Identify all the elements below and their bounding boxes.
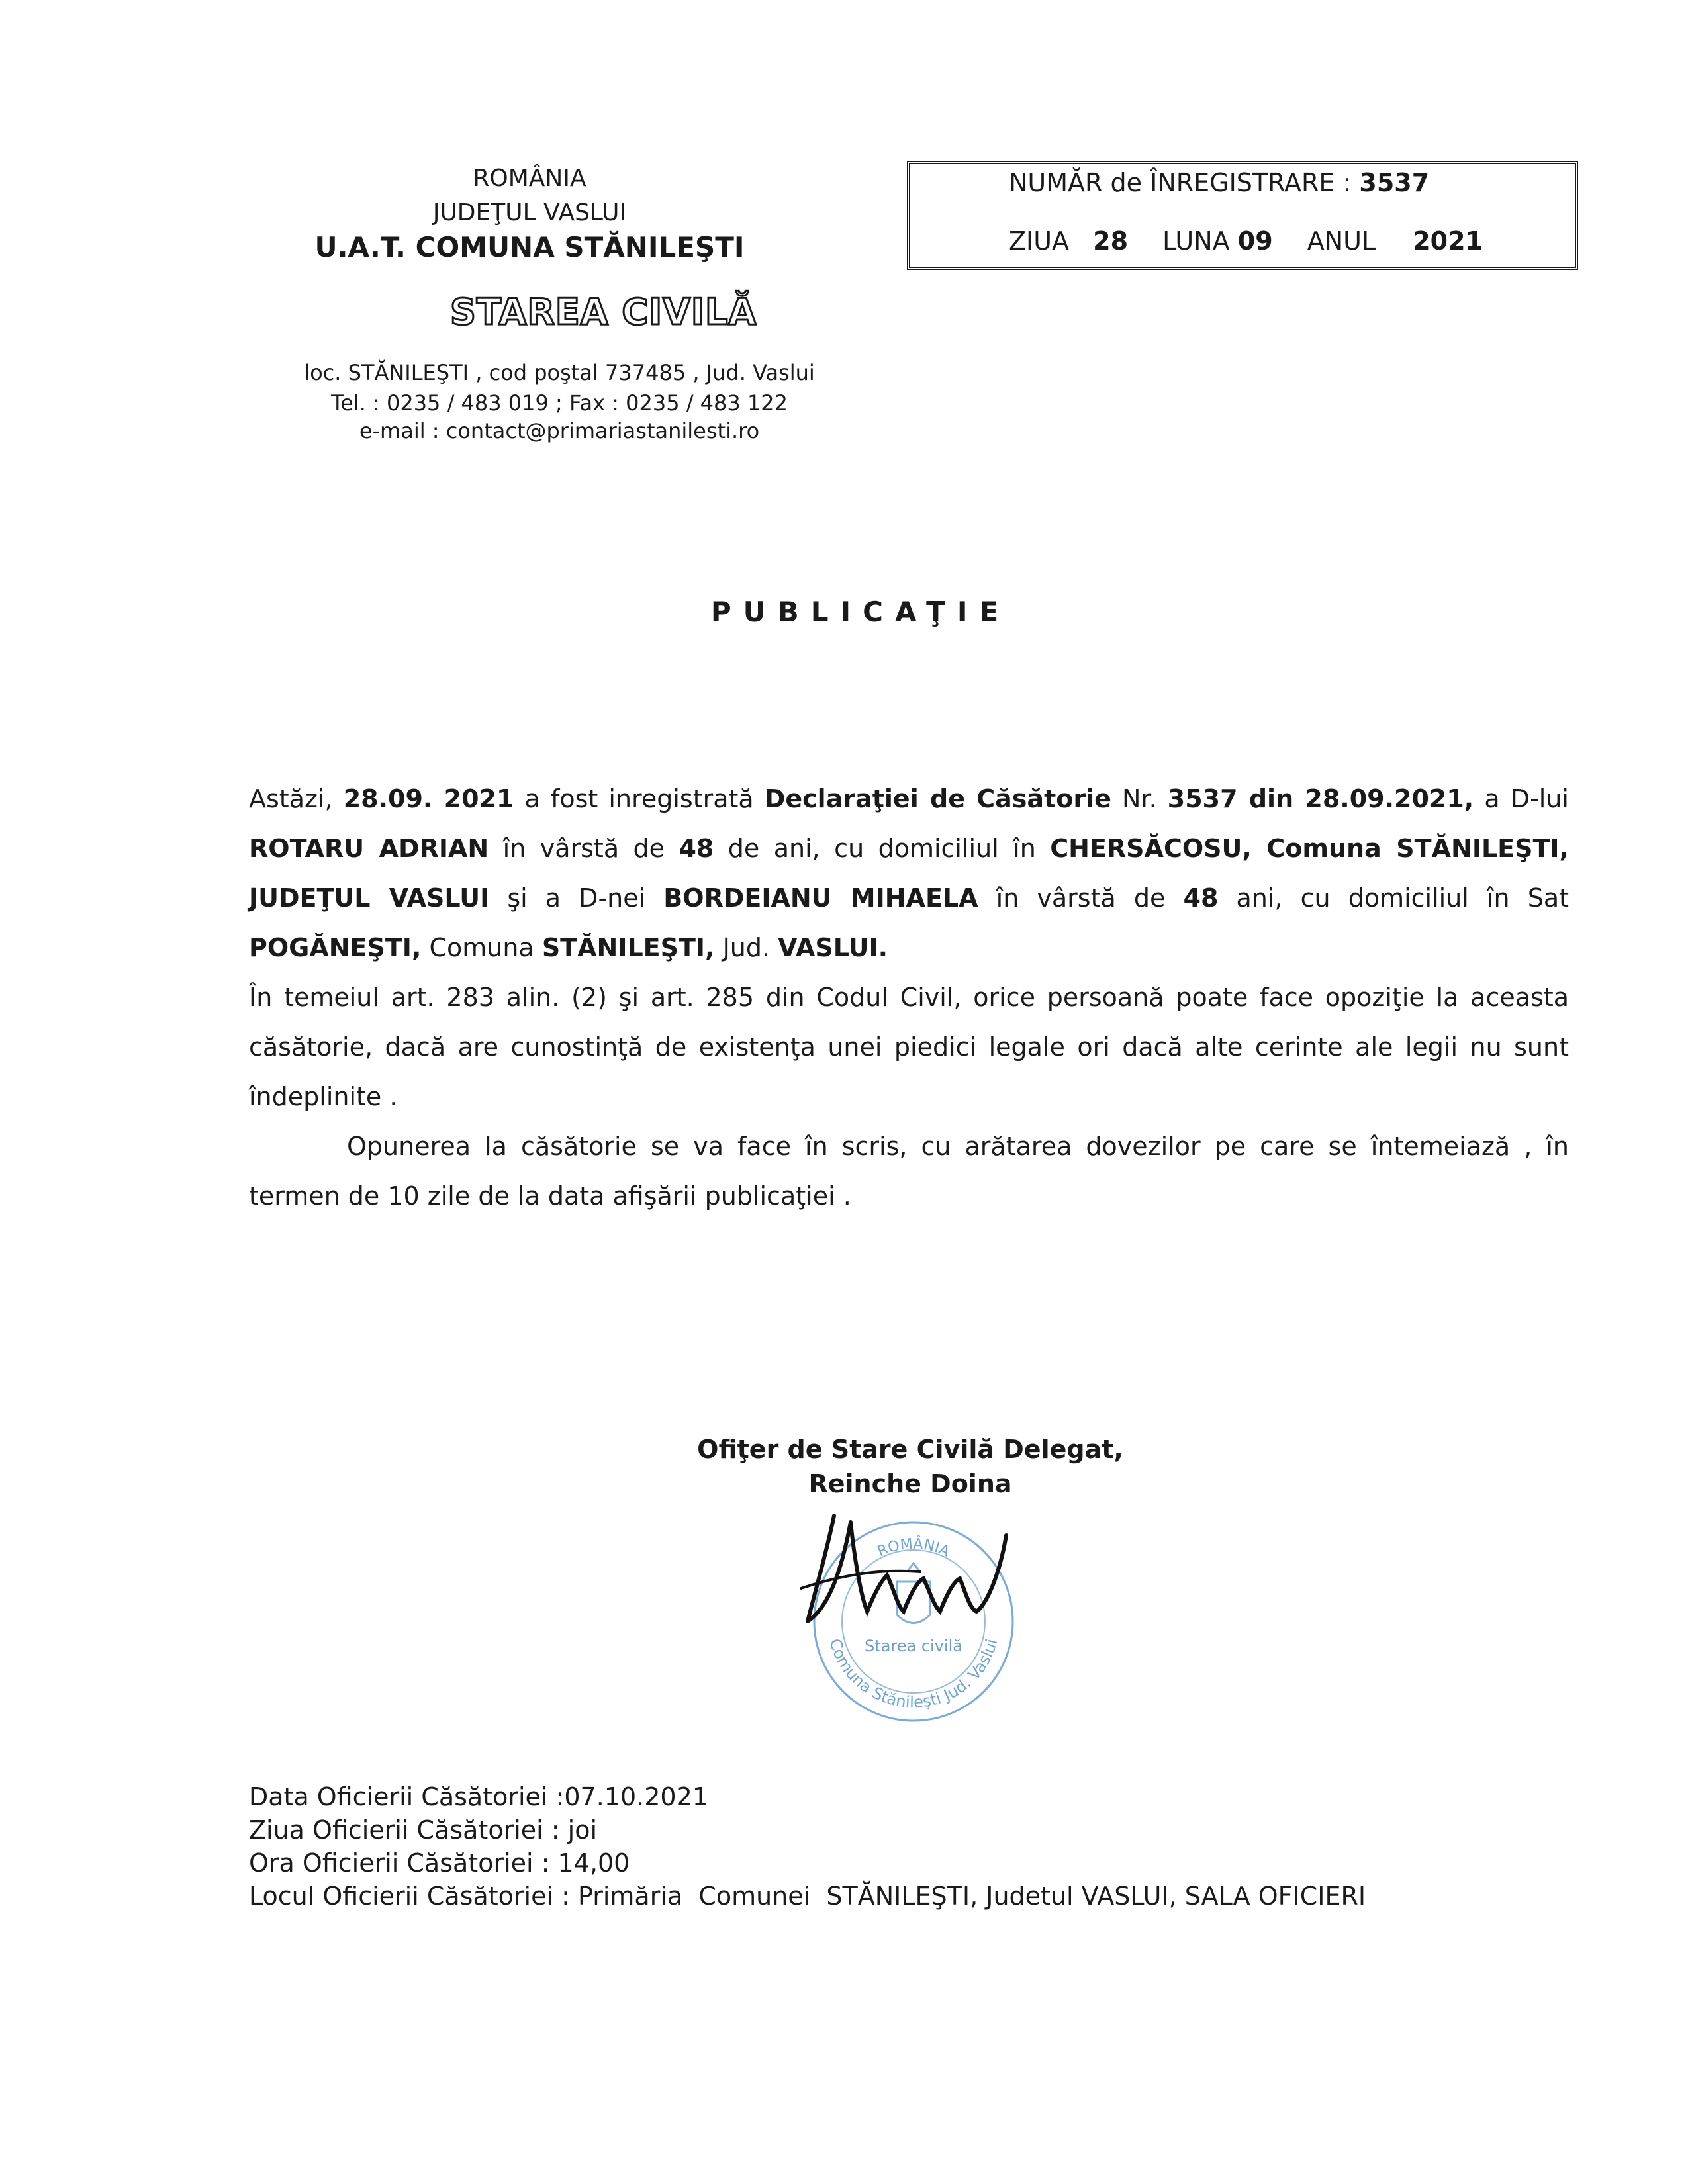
handwritten-signature [788,1496,1039,1641]
declaration-run: Astăzi, [249,784,344,813]
month-label: LUNA [1162,226,1230,255]
header-address: loc. STĂNILEŞTI , cod poştal 737485 , Jud. Vaslui [304,360,815,385]
declaration-run: a fost inregistrată [514,784,765,813]
ceremony-day: Ziua Oficierii Căsătoriei : joi [249,1815,598,1844]
declaration-run: Declaraţiei de Căsătorie [764,784,1111,813]
seal-top-text: ROMÂNIA [874,1535,953,1561]
day-value: 28 [1093,226,1129,255]
registration-date-line [1009,226,1675,255]
month-value: 09 [1237,226,1273,255]
declaration-run: 48 [1183,884,1219,913]
declaration-run: şi a D-nei [489,884,664,913]
declaration-run: POGĂNEŞTI, [249,933,422,962]
declaration-run: ROTARU ADRIAN [249,834,489,863]
declaration-run: 48 [679,834,714,863]
document-title: PUBLICAŢIE [710,596,1011,628]
legal-basis-paragraph: În temeiul art. 283 alin. (2) şi art. 285 din Codul Civil, orice persoană poate face opoziţie la aceasta căsătorie, dacă are cunostinţă de existenţa unei piedici legale ori dacă alte cerinte ale legii nu sunt îndeplinite . [249,983,1569,1111]
ceremony-details [249,1780,1366,1913]
declaration-run: Nr. [1111,784,1168,813]
declaration-run: de ani, cu domiciliul în [714,834,1051,863]
declaration-run: Comuna [421,933,542,962]
ceremony-place: Locul Oficierii Căsătoriei : Primăria Comunei STĂNILEŞTI, Judetul VASLUI, SALA OFICIERI [249,1882,1366,1911]
registration-label: NUMĂR de ÎNREGISTRARE : [1009,168,1352,197]
declaration-run: CHERSĂCOSU, Comuna STĂNILEŞTI, JUDEŢUL VASLUI [249,834,1569,913]
year-label: ANUL [1307,226,1376,255]
ceremony-date: Data Oficierii Căsătoriei :07.10.2021 [249,1782,708,1811]
declaration-run: Jud. [714,933,778,962]
signatory-name: Reinche Doina [808,1469,1012,1498]
header-county: JUDEŢUL VASLUI [432,199,627,226]
header-uat: U.A.T. COMUNA STĂNILEŞTI [314,231,745,263]
declaration-paragraph [249,774,1569,973]
ceremony-time: Ora Oficierii Căsătoriei : 14,00 [249,1848,630,1878]
header-country: ROMÂNIA [473,165,586,192]
declaration-run: în vârstă de [978,884,1184,913]
declaration-run: VASLUI. [778,933,888,962]
year-value: 2021 [1413,226,1483,255]
declaration-run: a D-lui [1474,784,1569,813]
seal-bottom-text: Comuna Stănileşti Jud. Vaslui [825,1636,1002,1712]
signatory-role: Ofiţer de Stare Civilă Delegat, [697,1435,1123,1464]
declaration-run: STĂNILEŞTI, [541,933,715,962]
registration-number: 3537 [1359,168,1430,197]
declaration-run: 3537 din 28.09.2021, [1167,784,1474,813]
day-label: ZIUA [1009,226,1070,255]
registration-number-line [1009,168,1675,197]
declaration-run: BORDEIANU MIHAELA [663,884,978,913]
opposition-paragraph: Opunerea la căsătorie se va face în scris, cu arătarea dovezilor pe care se întemeiază , în termen de 10 zile de la data afişării publicaţiei . [249,1132,1569,1210]
header-phone: Tel. : 0235 / 483 019 ; Fax : 0235 / 483 122 [330,390,788,416]
declaration-run: 28.09. 2021 [343,784,514,813]
declaration-run: ani, cu domiciliul în Sat [1218,884,1570,913]
seal-center-text: Starea civilă [865,1637,962,1655]
department-title: STAREA CIVILĂ [450,291,757,333]
registration-box [907,161,1578,270]
declaration-run: în vârstă de [489,834,679,863]
header-email: e-mail : contact@primariastanilesti.ro [359,418,760,443]
